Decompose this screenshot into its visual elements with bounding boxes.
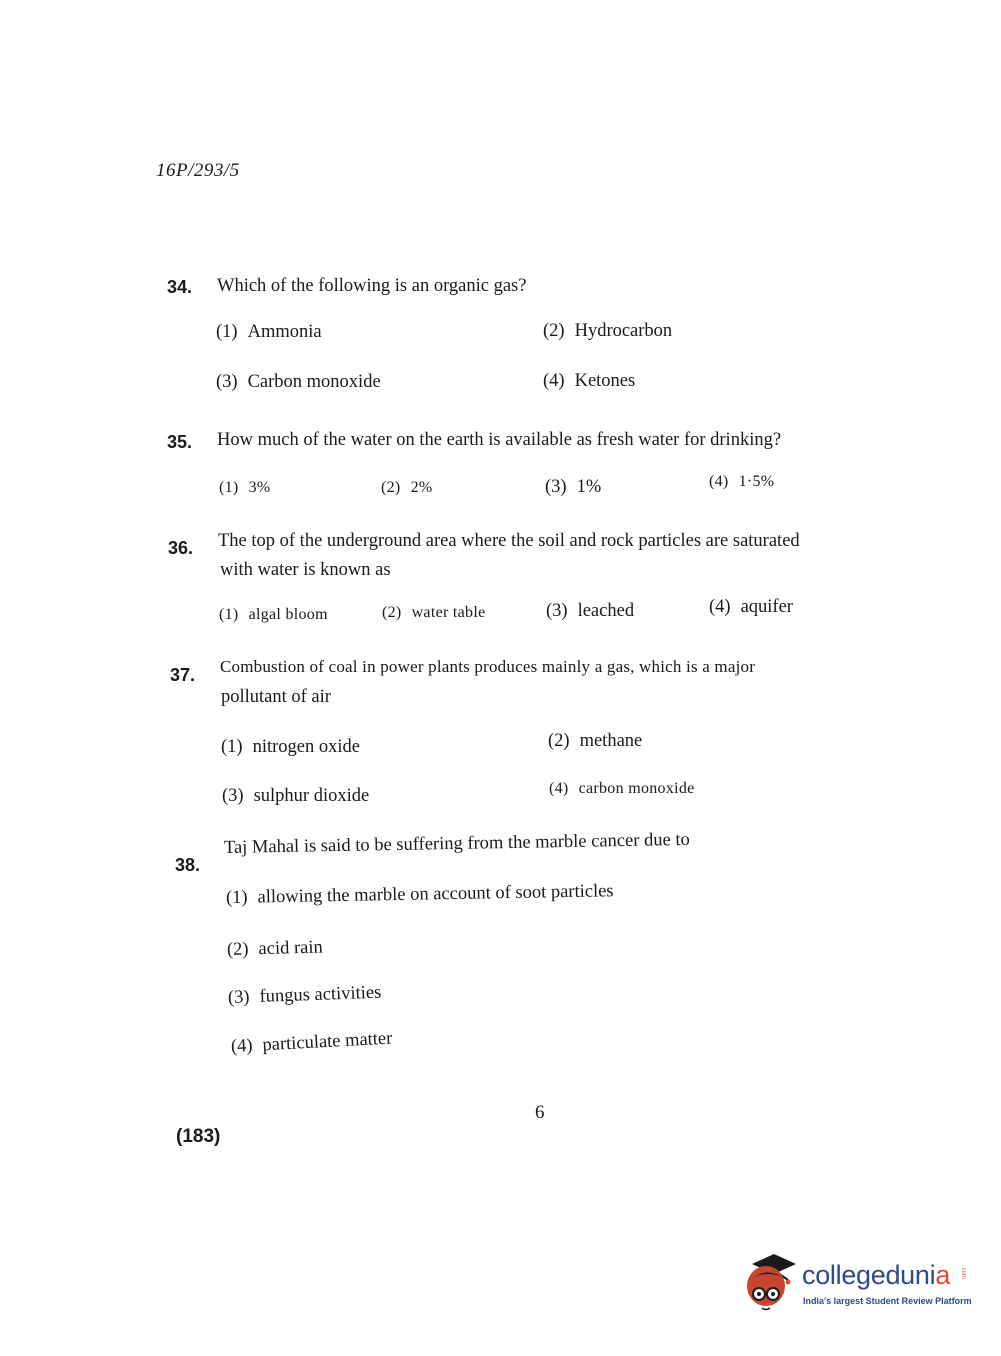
question-text: How much of the water on the earth is available as fresh water for drinking? [217,430,782,450]
option-1[interactable]: (1) 3% [219,479,271,496]
paper-code: 16P/293/5 [156,160,240,181]
option-3[interactable]: (3) sulphur dioxide [222,786,370,806]
option-4[interactable]: (4) Ketones [543,371,636,391]
question-text-line-2: with water is known as [220,560,391,580]
logo-tagline: India's largest Student Review Platform [803,1296,972,1306]
question-text-line-1: Combustion of coal in power plants produces mainly a gas, which is a major [220,657,756,676]
logo-wordmark: collegedunia [802,1260,951,1290]
option-2[interactable]: (2) water table [382,604,486,621]
question-text-line-2: pollutant of air [221,687,331,707]
option-1[interactable]: (1) allowing the marble on account of soot particles [225,881,614,908]
option-3[interactable]: (3) leached [546,601,635,621]
question-number: 34. [167,277,193,297]
option-4[interactable]: (4) particulate matter [230,1028,393,1057]
question-number: 36. [168,538,194,558]
collegedunia-logo[interactable] [742,1250,972,1316]
logo-com: .com [960,1266,966,1280]
option-3[interactable]: (3) 1% [545,477,602,497]
question-number: 38. [175,855,201,875]
page-number: 6 [535,1102,545,1123]
question-number: 35. [167,432,193,452]
footer-code: (183) [176,1126,221,1147]
question-number: 37. [170,665,196,685]
question-text: Taj Mahal is said to be suffering from the marble cancer due to [223,829,690,858]
question-text: Which of the following is an organic gas? [217,276,527,296]
option-2[interactable]: (2) 2% [381,479,433,496]
option-4[interactable]: (4) carbon monoxide [549,780,695,797]
option-2[interactable]: (2) acid rain [226,937,323,960]
question-text-line-1: The top of the underground area where the soil and rock particles are saturated [218,531,800,551]
option-4[interactable]: (4) 1·5% [709,473,775,490]
option-3[interactable]: (3) Carbon monoxide [216,372,381,392]
option-3[interactable]: (3) fungus activities [227,982,382,1008]
mascot-icon [742,1250,800,1316]
option-4[interactable]: (4) aquifer [709,597,793,617]
option-2[interactable]: (2) Hydrocarbon [543,321,673,341]
option-1[interactable]: (1) nitrogen oxide [221,737,360,757]
option-1[interactable]: (1) algal bloom [219,606,328,623]
option-2[interactable]: (2) methane [548,731,643,751]
option-1[interactable]: (1) Ammonia [216,322,322,342]
